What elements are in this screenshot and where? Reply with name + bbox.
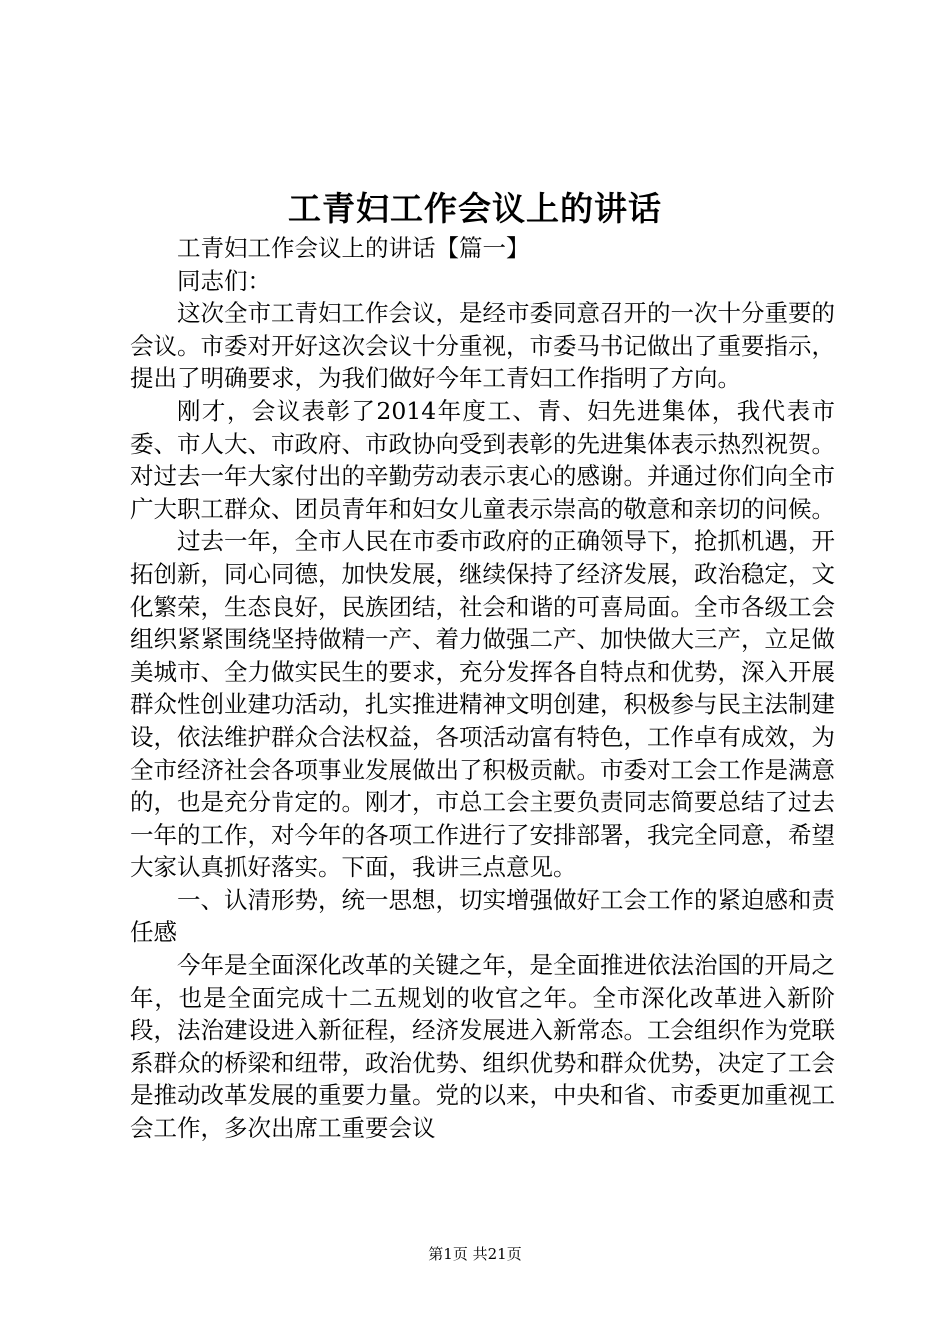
page-number: 第1页 共21页 [428, 1245, 522, 1263]
section-heading: 工青妇工作会议上的讲话【篇一】 [177, 234, 530, 262]
body-paragraph: 过去一年，全市人民在市委市政府的正确领导下，抢抓机遇，开拓创新，同心同德，加快发展，继续保持了经济发展，政治稳定，文化繁荣，生态良好，民族团结，社会和谐的可喜局面。全市各级工会组织紧紧围绕坚持做精一产、着力做强二产、加快做大三产，立足做美城市、全力做实民生的要求，充分发挥各自特点和优势，深入开展群众性创业建功活动，扎实推进精神文明创建，积极参与民主法制建设，依法维护群众合法权益，各项活动富有特色，工作卓有成效，为全市经济社会各项事业发展做出了积极贡献。市委对工会工作是满意的，也是充分肯定的。刚才，市总工会主要负责同志简要总结了过去一年的工作，对今年的各项工作进行了安排部署，我完全同意，希望大家认真抓好落实。下面，我讲三点意见。 [130, 527, 835, 882]
document-body [130, 232, 835, 1145]
document-title: 工青妇工作会议上的讲话 [288, 189, 662, 228]
body-paragraph: 这次全市工青妇工作会议，是经市委同意召开的一次十分重要的会议。市委对开好这次会议十分重视，市委马书记做出了重要指示，提出了明确要求，为我们做好今年工青妇工作指明了方向。 [130, 299, 835, 393]
body-paragraph: 刚才，会议表彰了2014年度工、青、妇先进集体，我代表市委、市人大、市政府、市政协向受到表彰的先进集体表示热烈祝贺。对过去一年大家付出的辛勤劳动表示衷心的感谢。并通过你们向全市广大职工群众、团员青年和妇女儿童表示崇高的敬意和亲切的问候。 [130, 396, 835, 523]
body-paragraph: 今年是全面深化改革的关键之年，是全面推进依法治国的开局之年，也是全面完成十二五规划的收官之年。全市深化改革进入新阶段，法治建设进入新征程，经济发展进入新常态。工会组织作为党联系群众的桥梁和纽带，政治优势、组织优势和群众优势，决定了工会是推动改革发展的重要力量。党的以来，中央和省、市委更加重视工会工作，多次出席工重要会议 [130, 951, 835, 1143]
subsection-heading: 一、认清形势，统一思想，切实增强做好工会工作的紧迫感和责任感 [130, 885, 835, 947]
salutation: 同志们： [177, 266, 271, 295]
